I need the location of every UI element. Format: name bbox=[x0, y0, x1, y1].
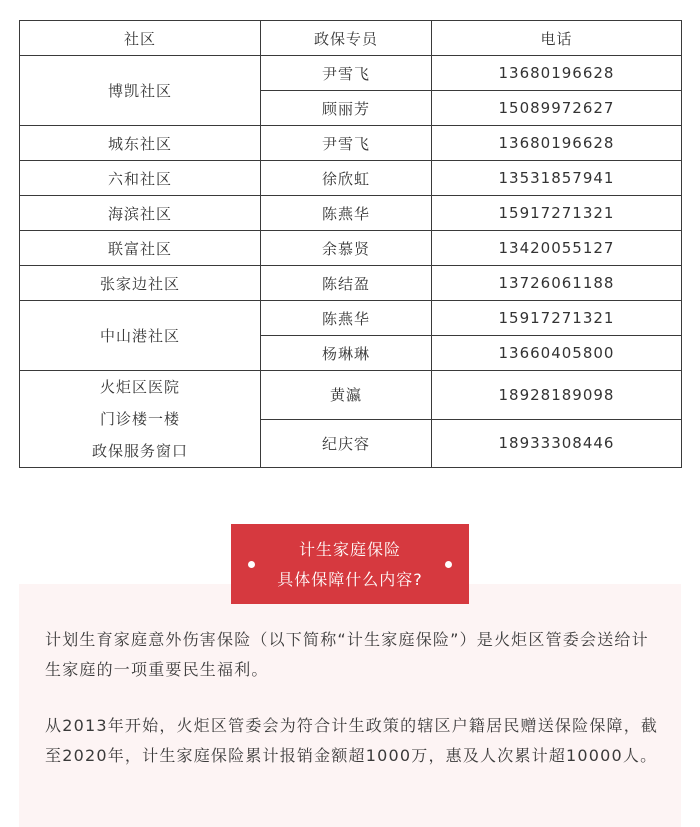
community-cell: 城东社区 bbox=[20, 126, 261, 161]
bullet-dot-icon bbox=[248, 561, 255, 568]
section-title-banner bbox=[231, 524, 469, 604]
phone-cell: 18928189098 bbox=[432, 371, 682, 420]
header-phone: 电话 bbox=[432, 21, 682, 56]
table-row bbox=[20, 266, 682, 301]
phone-cell: 13680196628 bbox=[432, 126, 682, 161]
phone-cell: 13660405800 bbox=[432, 336, 682, 371]
phone-cell: 15917271321 bbox=[432, 196, 682, 231]
phone-cell: 18933308446 bbox=[432, 419, 682, 468]
community-line: 火炬区医院 bbox=[99, 378, 180, 396]
table-row bbox=[20, 196, 682, 231]
table-header-row bbox=[20, 21, 682, 56]
community-cell: 海滨社区 bbox=[20, 196, 261, 231]
banner-title-line1: 计生家庭保险 bbox=[298, 540, 401, 559]
phone-cell: 13420055127 bbox=[432, 231, 682, 266]
phone-cell: 13531857941 bbox=[432, 161, 682, 196]
officer-cell: 顾丽芳 bbox=[261, 91, 432, 126]
table-row bbox=[20, 371, 682, 420]
table-row bbox=[20, 126, 682, 161]
contacts-table bbox=[19, 20, 682, 468]
community-cell: 六和社区 bbox=[20, 161, 261, 196]
officer-cell: 陈结盈 bbox=[261, 266, 432, 301]
community-cell-hospital bbox=[20, 371, 261, 468]
community-cell: 联富社区 bbox=[20, 231, 261, 266]
officer-cell: 余慕贤 bbox=[261, 231, 432, 266]
officer-cell: 黄瀛 bbox=[261, 371, 432, 420]
table-row bbox=[20, 231, 682, 266]
table-row bbox=[20, 301, 682, 336]
community-line: 门诊楼一楼 bbox=[99, 410, 180, 428]
officer-cell: 纪庆容 bbox=[261, 419, 432, 468]
phone-cell: 13680196628 bbox=[432, 56, 682, 91]
intro-paragraph: 计划生育家庭意外伤害保险（以下简称“计生家庭保险”）是火炬区管委会送给计生家庭的一项重要民生福利。 bbox=[45, 630, 649, 679]
phone-cell: 15917271321 bbox=[432, 301, 682, 336]
banner-title-line2: 具体保障什么内容? bbox=[277, 570, 423, 589]
table-row bbox=[20, 161, 682, 196]
statistics-paragraph: 从2013年开始，火炬区管委会为符合计生政策的辖区户籍居民赠送保险保障，截至2020年，计生家庭保险累计报销金额超1000万，惠及人次累计超10000人。 bbox=[45, 716, 659, 765]
officer-cell: 尹雪飞 bbox=[261, 56, 432, 91]
header-community: 社区 bbox=[20, 21, 261, 56]
community-line: 政保服务窗口 bbox=[91, 442, 188, 460]
insurance-info-box bbox=[19, 584, 681, 827]
phone-cell: 13726061188 bbox=[432, 266, 682, 301]
phone-cell: 15089972627 bbox=[432, 91, 682, 126]
bullet-dot-icon bbox=[445, 561, 452, 568]
header-officer: 政保专员 bbox=[261, 21, 432, 56]
community-cell: 张家边社区 bbox=[20, 266, 261, 301]
officer-cell: 徐欣虹 bbox=[261, 161, 432, 196]
officer-cell: 尹雪飞 bbox=[261, 126, 432, 161]
officer-cell: 陈燕华 bbox=[261, 196, 432, 231]
community-cell: 中山港社区 bbox=[20, 301, 261, 371]
officer-cell: 杨琳琳 bbox=[261, 336, 432, 371]
community-cell: 博凯社区 bbox=[20, 56, 261, 126]
table-row bbox=[20, 56, 682, 91]
officer-cell: 陈燕华 bbox=[261, 301, 432, 336]
